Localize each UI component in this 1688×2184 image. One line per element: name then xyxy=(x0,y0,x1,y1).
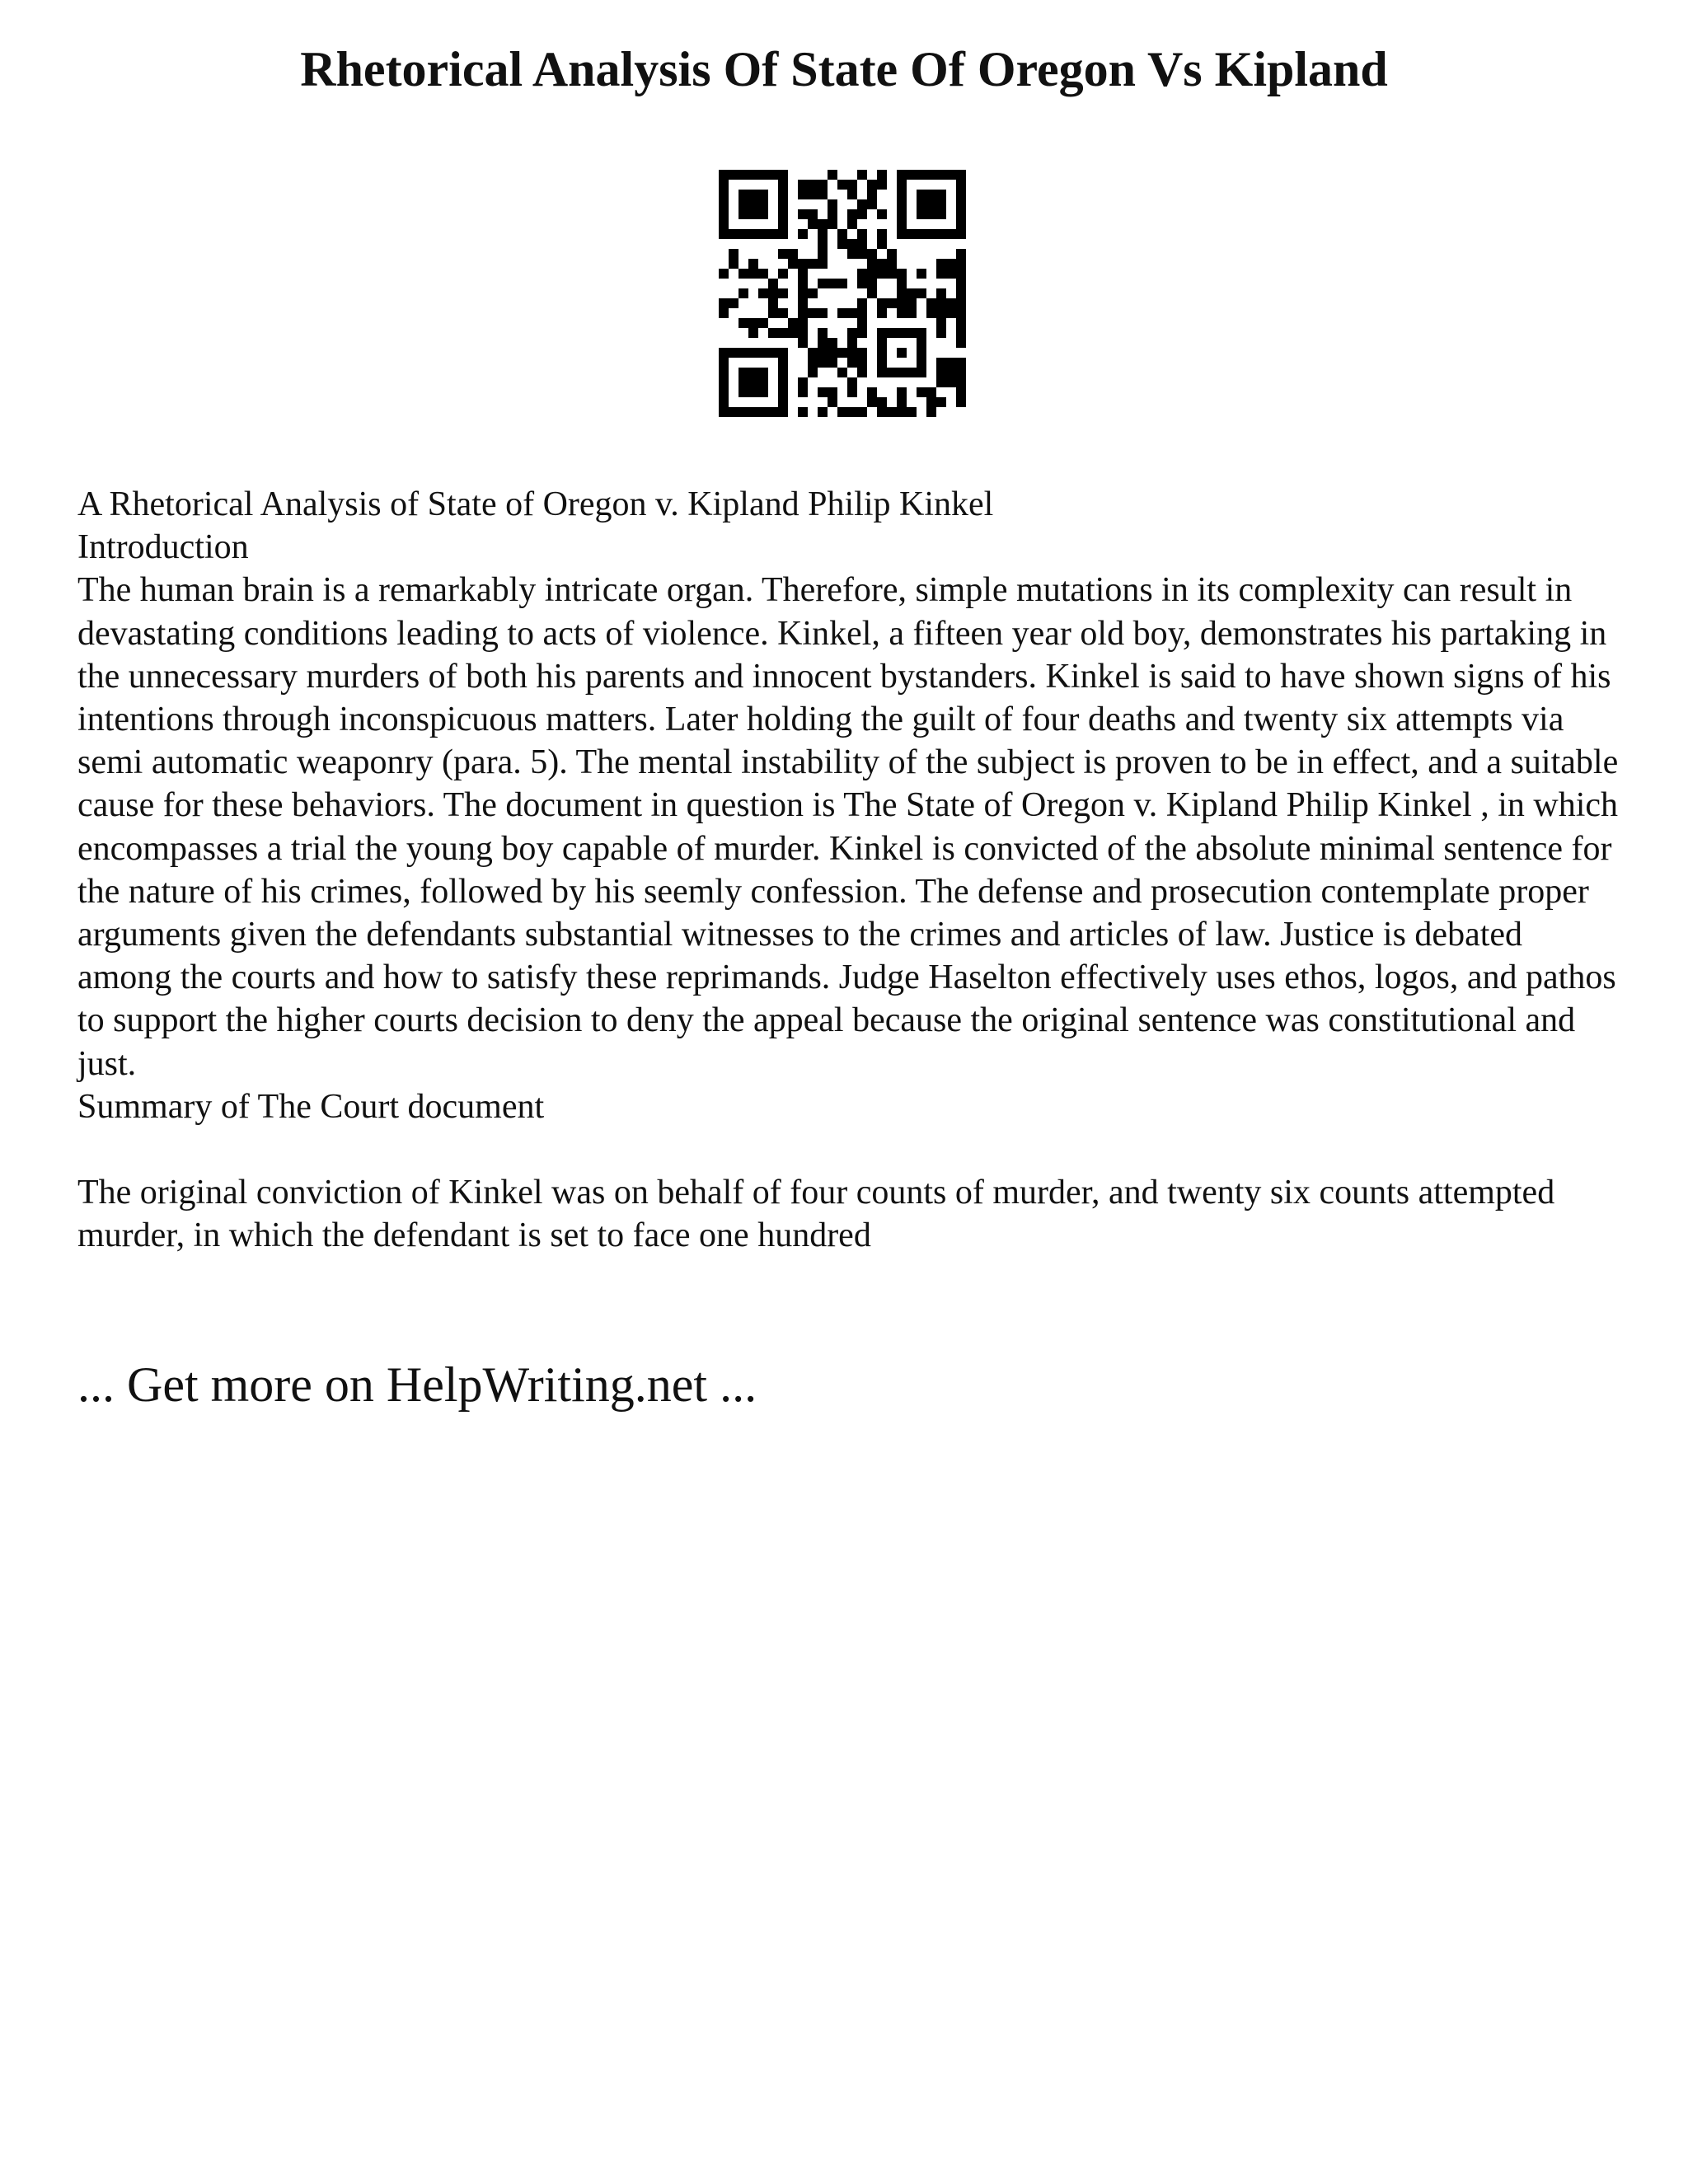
get-more-link[interactable]: ... Get more on HelpWriting.net ... xyxy=(77,1357,757,1412)
document-body xyxy=(77,483,1619,1257)
paragraph-spacer xyxy=(77,1128,1619,1171)
document-heading: A Rhetorical Analysis of State of Oregon v. Kipland Philip Kinkel xyxy=(77,485,994,523)
section-heading-introduction: Introduction xyxy=(77,528,249,567)
section-heading-summary: Summary of The Court document xyxy=(77,1087,545,1126)
introduction-paragraph: The human brain is a remarkably intricate organ. Therefore, simple mutations in its complexity can result in devastating conditions leading to acts of violence. Kinkel, a fifteen year old boy, demonstrates his partaking in the unnecessary murders of both his parents and innocent bystanders. Kinkel is said to have shown signs of his intentions through inconspicuous matters. Later holding the guilt of four deaths and twenty six attempts via semi automatic weaponry (para. 5). The mental instability of the subject is proven to be in effect, and a suitable cause for these behaviors. The document in question is The State of Oregon v. Kipland Philip Kinkel , in which encompasses a trial the young boy capable of murder. Kinkel is convicted of the absolute minimal sentence for the nature of his crimes, followed by his seemly confession. The defense and prosecution contemplate proper arguments given the defendants substantial witnesses to the crimes and articles of law. Justice is debated among the courts and how to satisfy these reprimands. Judge Haselton effectively uses ethos, logos, and pathos to support the higher courts decision to deny the appeal because the original sentence was constitutional and just. xyxy=(77,571,1619,1083)
document-title: Rhetorical Analysis Of State Of Oregon Vs Kipland xyxy=(300,42,1388,96)
summary-paragraph: The original conviction of Kinkel was on behalf of four counts of murder, and twenty six counts attempted murder, in which the defendant is set to face one hundred xyxy=(77,1174,1555,1255)
qr-code-icon xyxy=(719,170,966,417)
